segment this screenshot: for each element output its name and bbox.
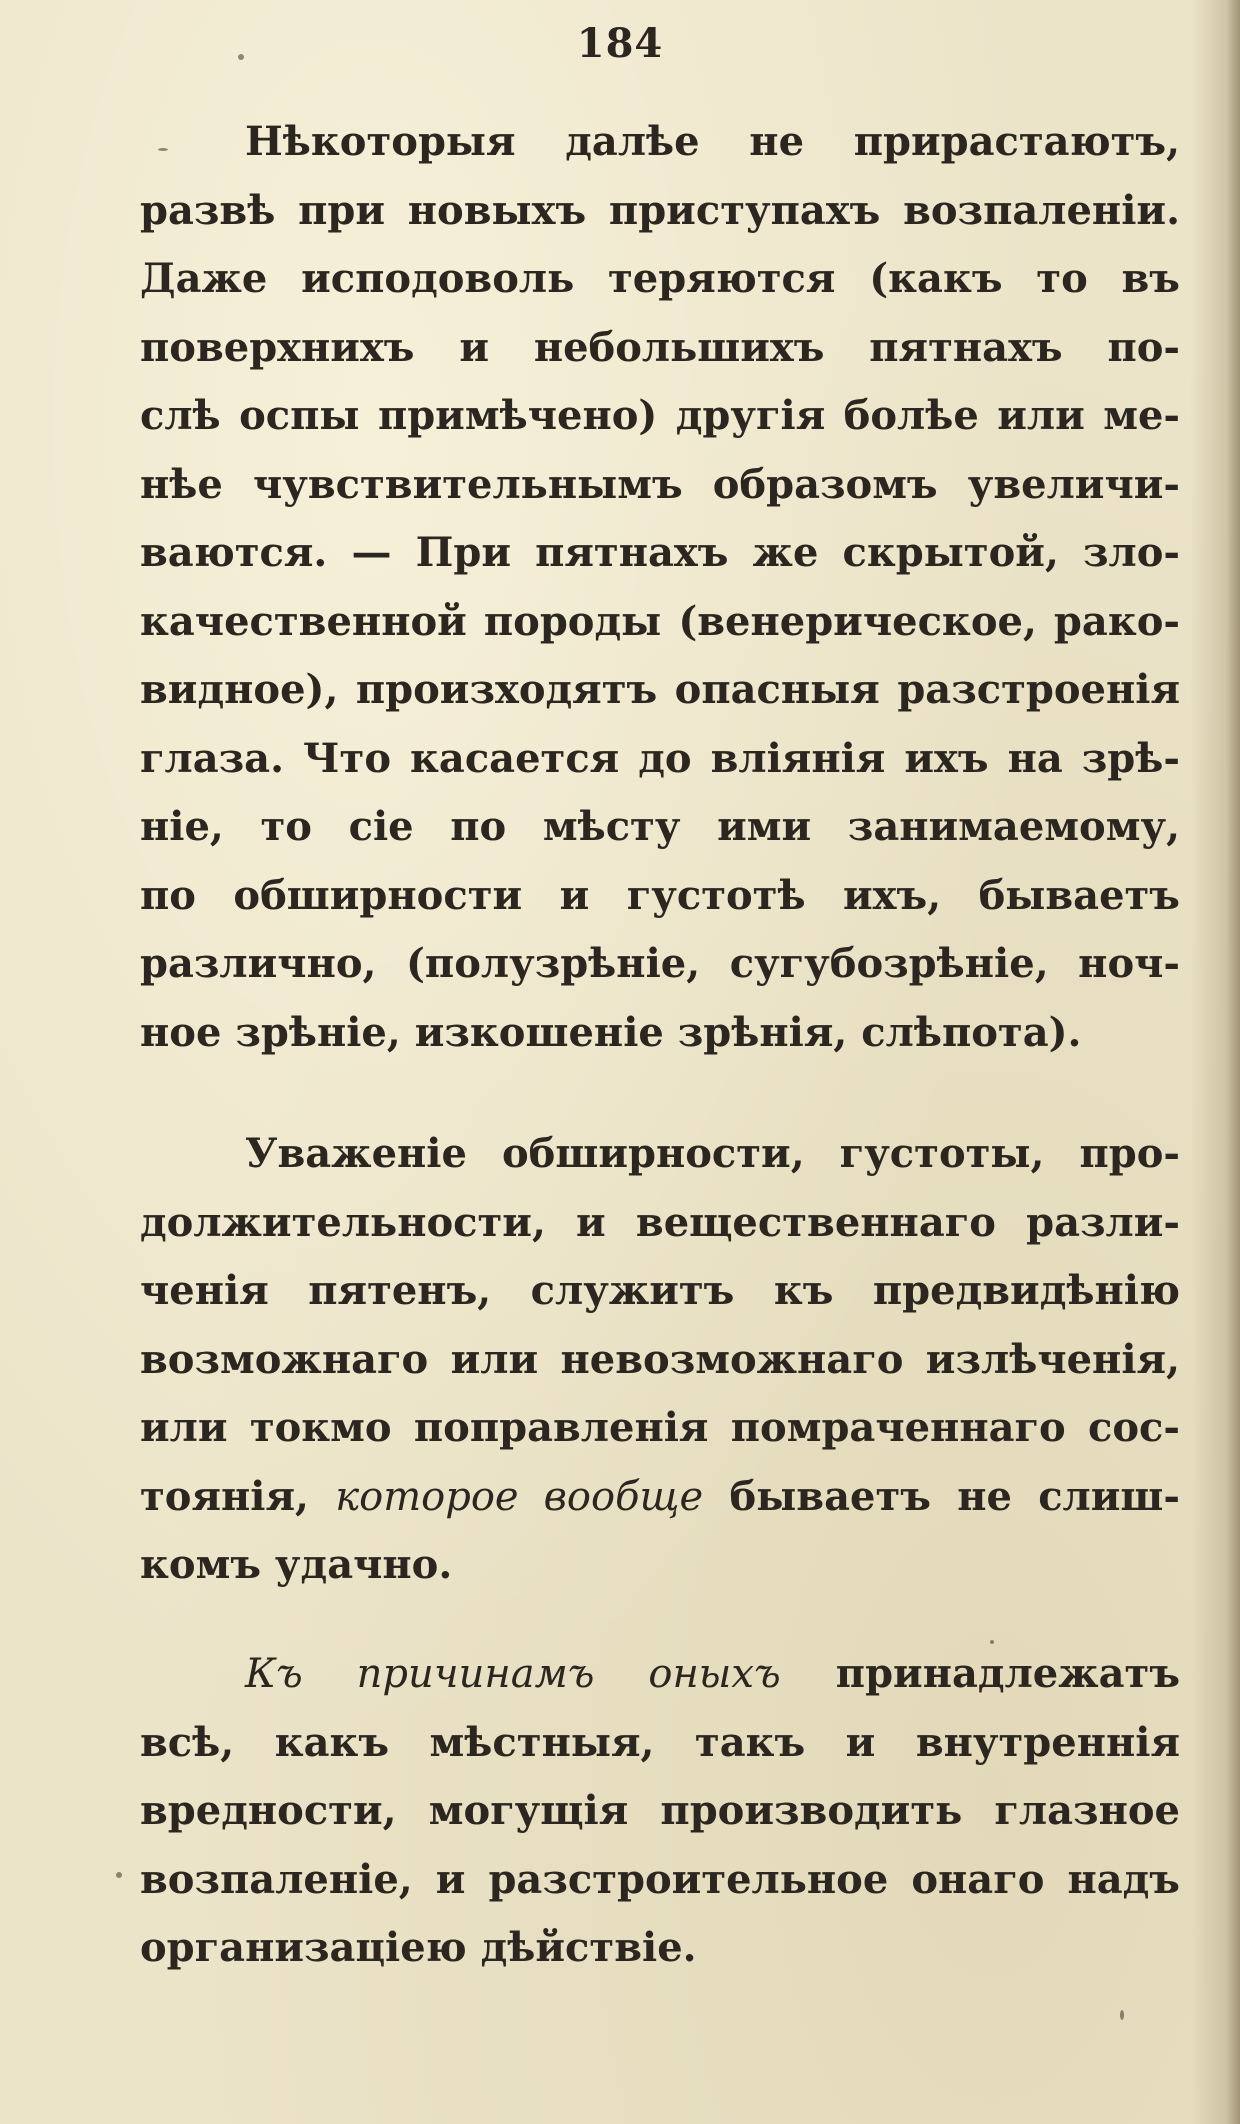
text-line: должительности, и вещественнаго разли- [140,1198,1180,1246]
italic-phrase: которое вообще [335,1473,704,1520]
paper-speck [116,1872,122,1878]
text-line: организаціею дѣйствіе. [140,1924,697,1971]
text-line: ченія пятенъ, служитъ къ предвидѣнію [140,1267,1180,1314]
text-line: возможнаго или невозможнаго излѣченія, [140,1335,1180,1383]
paper-speck [1120,2010,1124,2020]
text-line: ное зрѣніе, изкошеніе зрѣнія, слѣпота). [140,1008,1082,1056]
text-line: возпаленіе, и разстроительное онаго надъ [140,1855,1180,1903]
text-line: или токмо поправленія помраченнаго сос- [140,1404,1180,1451]
text-line: ваются. — При пятнахъ же скрытой, зло- [140,529,1180,576]
text-line: слѣ оспы примѣчено) другія болѣе или ме- [140,392,1180,439]
paragraph-3 [140,1640,1180,1983]
text-line: вредности, могущія производить глазное [140,1787,1180,1834]
text-segment: бываетъ не слиш- [703,1472,1180,1520]
text-line: поверхнихъ и небольшихъ пятнахъ по- [140,323,1180,371]
text-line: Уваженіе обширности, густоты, про- [245,1130,1180,1177]
text-line: Даже исподоволь теряются (какъ то въ [140,255,1180,302]
text-line-mixed [140,1463,1180,1532]
text-line: качественной породы (венерическое, рако- [140,597,1180,645]
italic-phrase: Къ причинамъ оныхъ [245,1651,781,1697]
page-number: 184 [576,20,664,67]
text-line: глаза. Что касается до вліянія ихъ на зрѣ- [140,734,1180,782]
paper-speck [990,1640,994,1644]
text-line-mixed [140,1640,1180,1709]
text-segment: принадлежатъ [780,1650,1180,1697]
page-edge-shadow [1226,0,1240,2124]
paragraph-1 [140,108,1180,1067]
text-line: различно, (полузрѣніе, сугубозрѣніе, ноч- [140,940,1180,987]
text-line: всѣ, какъ мѣстныя, такъ и внутреннія [140,1718,1180,1766]
text-line: нѣе чувствительнымъ образомъ увеличи- [140,460,1180,508]
text-line: Нѣкоторыя далѣе не прирастаютъ, [245,118,1180,165]
paragraph-2 [140,1120,1180,1600]
text-line: развѣ при новыхъ приступахъ возпаленіи. [140,186,1180,234]
paper-speck [238,54,244,60]
text-line: комъ удачно. [140,1541,453,1588]
text-line: ніе, то сіе по мѣсту ими занимаемому, [140,803,1180,850]
text-line: по обширности и густотѣ ихъ, бываетъ [140,871,1180,919]
paper-speck [158,148,168,151]
text-segment: тоянія, [140,1472,336,1520]
text-line: видное), произходятъ опасныя разстроенія [140,666,1180,713]
